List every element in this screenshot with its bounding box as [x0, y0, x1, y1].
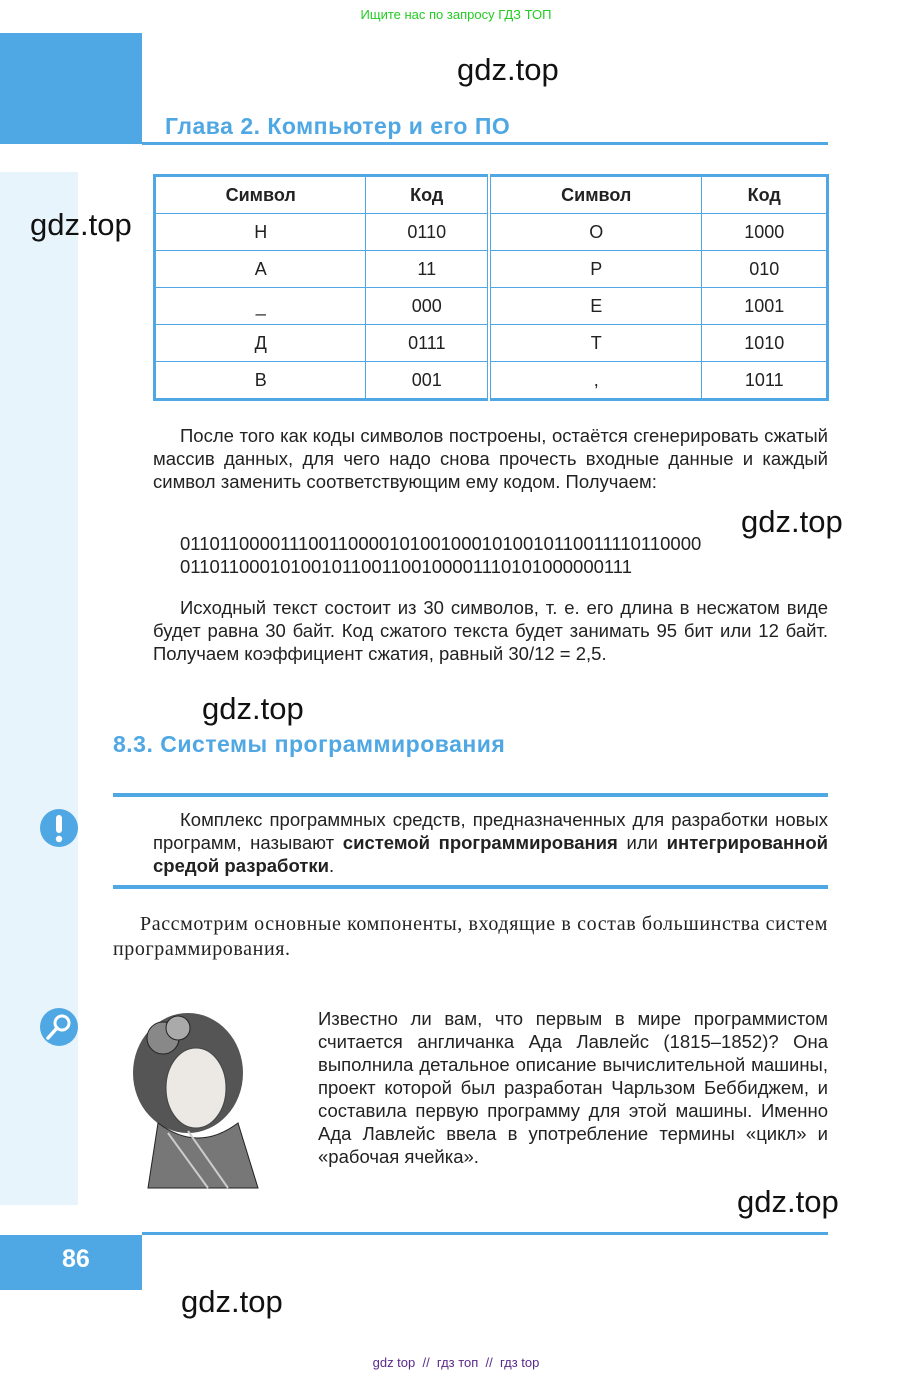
symbol-cell: Н [155, 214, 366, 251]
page-number: 86 [62, 1245, 90, 1273]
term-bold: системой программирования [342, 832, 618, 853]
code-line: 011011000101001011001100100001110101000000111 [180, 556, 633, 577]
definition-text [153, 808, 828, 877]
definition-rule-bottom [113, 885, 828, 889]
table-row [155, 251, 828, 288]
code-table [153, 174, 829, 401]
definition-part: или [617, 832, 667, 853]
code-cell: 0111 [366, 325, 489, 362]
footer-links[interactable]: gdz top // гдз топ // гдз top [372, 1355, 540, 1370]
symbol-cell: Т [489, 325, 702, 362]
paragraph-compression: После того как коды символов построены, остаётся сгенерировать сжатый массив данных, для чего надо снова прочесть входные данные и каждый символ заменить соответствующим ему кодом. Получаем: [153, 425, 828, 492]
code-cell: 1010 [702, 325, 828, 362]
column-header: Код [702, 176, 828, 214]
symbol-cell: Р [489, 251, 702, 288]
code-cell: 1000 [702, 214, 828, 251]
watermark: gdz.top [181, 1284, 283, 1319]
section-title: 8.3. Системы программирования [113, 731, 506, 757]
exclamation-icon [40, 809, 78, 847]
table-header-row [155, 176, 828, 214]
paragraph-ratio: Исходный текст состоит из 30 символов, т. е. его длина в несжатом виде будет равна 30 байт. Код сжатого текста будет занимать 95 бит или 12 байт. Получаем коэффициент сжатия, равный 30/12 = 2,5. [153, 597, 828, 664]
term-bold: интегрированной средой разработки [153, 832, 828, 876]
code-line: 0110110000111001100001010010001010010110011110110000 [180, 533, 702, 554]
symbol-cell: В [155, 362, 366, 400]
header-rule [142, 142, 828, 145]
code-cell: 1001 [702, 288, 828, 325]
code-cell: 11 [366, 251, 489, 288]
top-banner[interactable]: Ищите нас по запросу ГДЗ ТОП [360, 7, 552, 22]
watermark: gdz.top [741, 504, 843, 539]
watermark: gdz.top [457, 52, 559, 87]
code-cell: 001 [366, 362, 489, 400]
definition-part: . [329, 855, 335, 876]
watermark: gdz.top [202, 691, 304, 726]
symbol-cell: , [489, 362, 702, 400]
definition-part: Комплекс программных средств, предназначенных для разработки новых программ, называют [153, 809, 828, 853]
footer-rule [142, 1232, 828, 1235]
symbol-cell: _ [155, 288, 366, 325]
column-header: Код [366, 176, 489, 214]
magnifier-icon [40, 1008, 78, 1046]
code-cell: 0110 [366, 214, 489, 251]
code-cell: 1011 [702, 362, 828, 400]
paragraph-components: Рассмотрим основные компоненты, входящие в состав большинства систем программирования. [113, 913, 828, 960]
code-output [180, 532, 701, 578]
column-header: Символ [155, 176, 366, 214]
symbol-cell: А [155, 251, 366, 288]
code-cell: 000 [366, 288, 489, 325]
chapter-title: Глава 2. Компьютер и его ПО [165, 113, 511, 139]
paragraph-ada: Известно ли вам, что первым в мире программистом считается англичанка Ада Лавлейс (1815–1852)? Она выполнила детальное описание вычислительной машины, проект которой был разработан Чарльзом Беббиджем, и составила первую программу для этой машины. Именно Ада Лавлейс ввела в употребление термины «цикл» и «рабочая ячейка». [318, 1008, 828, 1167]
code-cell: 010 [702, 251, 828, 288]
symbol-cell: Д [155, 325, 366, 362]
header-block [0, 33, 142, 144]
watermark: gdz.top [30, 207, 132, 242]
page-number-box [0, 1235, 142, 1290]
table-row [155, 288, 828, 325]
table-row [155, 362, 828, 400]
side-strip [0, 172, 78, 1205]
definition-rule-top [113, 793, 828, 797]
column-header: Символ [489, 176, 702, 214]
table-row [155, 325, 828, 362]
watermark: gdz.top [737, 1184, 839, 1219]
table-row [155, 214, 828, 251]
symbol-cell: Е [489, 288, 702, 325]
ada-lovelace-portrait [118, 1003, 268, 1193]
symbol-cell: О [489, 214, 702, 251]
